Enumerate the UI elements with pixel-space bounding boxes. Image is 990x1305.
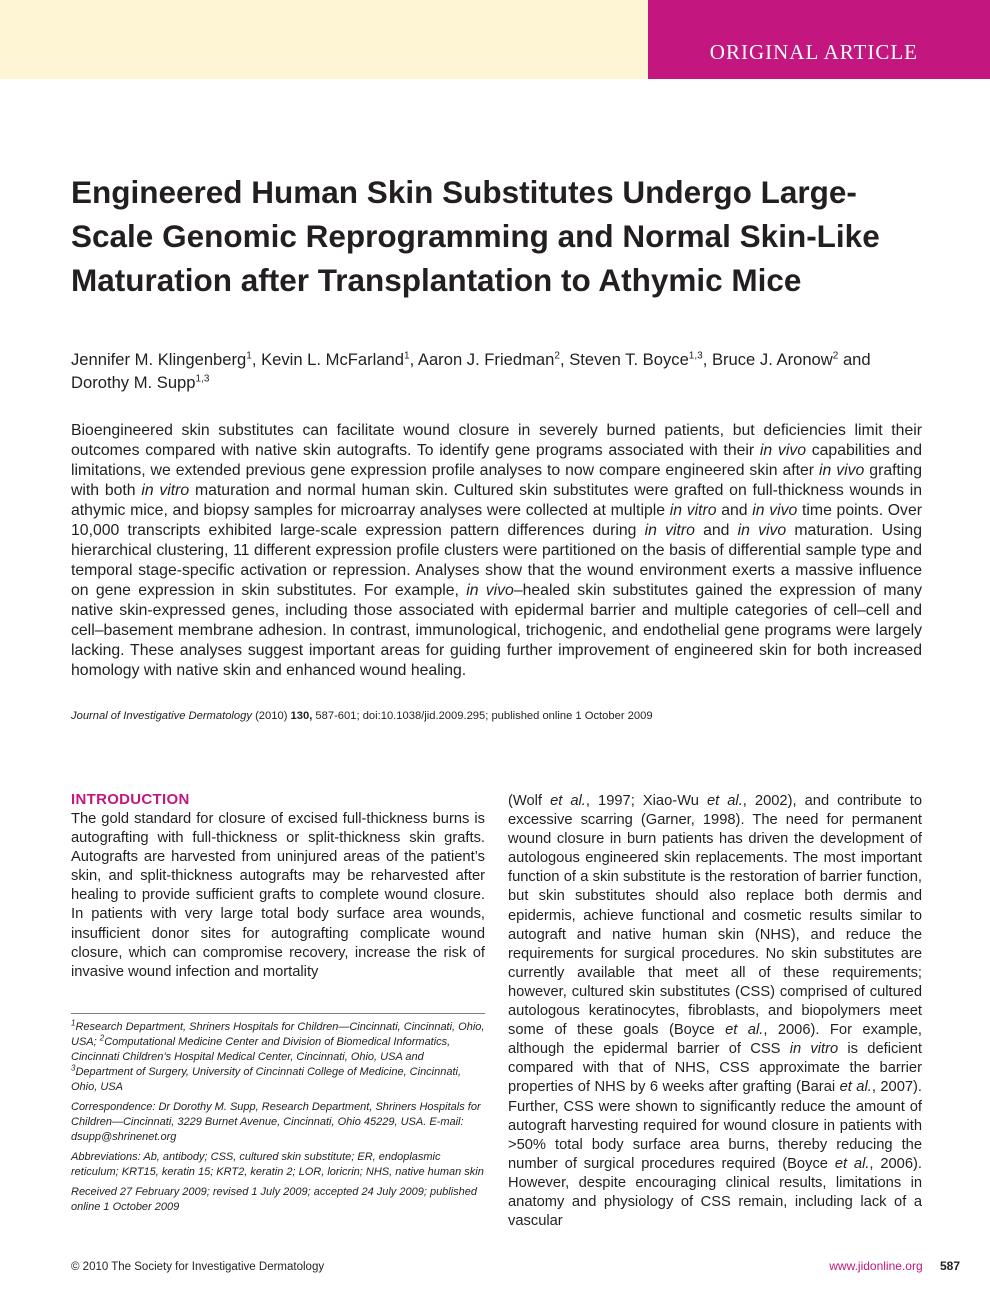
footnotes bbox=[71, 1020, 485, 1220]
article-title: Engineered Human Skin Substitutes Undergo Large-Scale Genomic Reprogramming and Normal Skin-Like Maturation after Transplantation to Athymic Mice bbox=[71, 174, 880, 298]
header-band bbox=[0, 0, 648, 79]
intro-paragraph-right: (Wolf et al., 1997; Xiao-Wu et al., 2002), and contribute to excessive scarring (Garner, 1998). The need for permanent wound closure in burn patients has driven the development of autologous engineered skin replacements. The most important function of a skin substitute is the restoration of barrier function, but skin substitutes should also replace both dermis and epidermis, achieve functional and cosmetic results similar to autograft and native human skin (NHS), and reduce the requirements for surgical procedures. No skin substitutes are currently available that meet all of these requirements; however, cultured skin substitutes (CSS) comprised of cultured autologous keratinocytes, fibroblasts, and biopolymers meet some of these goals (Boyce et al., 2006). For example, although the epidermal barrier of CSS in vitro is deficient compared with that of NHS, CSS approximate the barrier properties of NHS by 6 weeks after grafting (Barai et al., 2007). Further, CSS were shown to significantly reduce the amount of autograft harvesting required for wound closure in patients with >50% total body surface area burns, thereby reducing the number of surgical procedures required (Boyce et al., 2006). However, despite encouraging clinical results, limitations in anatomy and physiology of CSS remain, including lack of a vascular bbox=[508, 793, 923, 1230]
author-name: Bruce J. Aronow bbox=[711, 350, 833, 369]
intro-heading: INTRODUCTION bbox=[71, 791, 190, 808]
author-affiliation: 1 bbox=[246, 350, 252, 362]
article-type-label: ORIGINAL ARTICLE bbox=[648, 0, 990, 79]
footer-right bbox=[829, 1259, 960, 1273]
intro-right-column bbox=[508, 789, 922, 1231]
page-number: 587 bbox=[939, 1259, 960, 1273]
intro-paragraph-left: The gold standard for closure of excised full-thickness burns is autografting with full-thickness or split-thickness skin grafts. Autografts are harvested from uninjured areas of the patient’s skin, and split-thickness autografts may be reharvested after healing to provide sufficient grafts to complete wound closure. In patients with very large total body surface area wounds, insufficient donor sites for autografting complicate wound closure, which can compromise recovery, increase the risk of invasive wound infection and mortality bbox=[71, 811, 485, 980]
abbreviations: Abbreviations: Ab, antibody; CSS, cultured skin substitute; ER, endoplasmic reticulum; KRT15, keratin 15; KRT2, keratin 2; LOR, loricrin; NHS, native human skin bbox=[71, 1151, 484, 1178]
author-name: Steven T. Boyce bbox=[569, 350, 689, 369]
author-name: Kevin L. McFarland bbox=[261, 350, 405, 369]
journal-url-link[interactable]: www.jidonline.org bbox=[829, 1259, 923, 1273]
footnote-divider bbox=[71, 1013, 485, 1014]
affiliations: $^1$Research Department, Shriners Hospitals for Children—Cincinnati, Cincinnati, Ohio, USA; $^2$Computational Medicine Center and Division of Biomedical Informatics, Cincinnati Children’s Hospital Medical Center, Cincinnati, Ohio, USA and $^3$Department of Surgery, University of Cincinnati College of Medicine, Cincinnati, Ohio, USA bbox=[71, 1018, 485, 1093]
author-name: Dorothy M. Supp bbox=[71, 373, 196, 392]
copyright: © 2010 The Society for Investigative Dermatology bbox=[71, 1261, 325, 1273]
author-name: Jennifer M. Klingenberg bbox=[71, 350, 247, 369]
received-dates: Received 27 February 2009; revised 1 July 2009; accepted 24 July 2009; published online 1 October 2009 bbox=[71, 1186, 478, 1213]
journal-citation: Journal of Investigative Dermatology (2010) 130, 587-601; doi:10.1038/jid.2009.295; published online 1 October 2009 bbox=[71, 710, 653, 722]
abstract: Bioengineered skin substitutes can facilitate wound closure in severely burned patients, but deficiencies limit their outcomes compared with native skin autografts. To identify gene programs associated with their in vivo capabilities and limitations, we extended previous gene expression profile analyses to now compare engineered skin after in vivo grafting with both in vitro maturation and normal human skin. Cultured skin substitutes were grafted on full-thickness wounds in athymic mice, and biopsy samples for microarray analyses were collected at multiple in vitro and in vivo time points. Over 10,000 transcripts exhibited large-scale expression pattern differences during in vitro and in vivo maturation. Using hierarchical clustering, 11 different expression profile clusters were partitioned on the basis of differential sample type and temporal stage-specific activation or repression. Analyses show that the wound environment exerts a massive influence on gene expression in skin substitutes. For example, in vivo–healed skin substitutes gained the expression of many native skin-expressed genes, including those associated with epidermal barrier and multiple categories of cell–cell and cell–basement membrane adhesion. In contrast, immunological, trichogenic, and endothelial gene programs were largely lacking. These analyses suggest important areas for guiding further improvement of engineered skin for both increased homology with native skin and enhanced wound healing. bbox=[71, 422, 922, 679]
author-affiliation: 2 bbox=[554, 350, 560, 362]
correspondence: Correspondence: Dr Dorothy M. Supp, Research Department, Shriners Hospitals for Children—Cincinnati, 3229 Burnet Avenue, Cincinnati, Ohio 45229, USA. E-mail: dsupp@shrinenet.org bbox=[71, 1101, 481, 1143]
author-affiliation: 2 bbox=[832, 350, 839, 362]
author-affiliation: 1,3 bbox=[688, 350, 703, 362]
author-list: Jennifer M. Klingenberg$^1$, Kevin L. McFarland$^1$, Aaron J. Friedman$^2$, Steven T. Boyce$^{1,3}$, Bruce J. Aronow$^2$ and Dorothy M. Supp$^{1,3}$ bbox=[71, 350, 871, 392]
intro-left-column bbox=[71, 789, 485, 982]
author-name: Aaron J. Friedman bbox=[417, 350, 555, 369]
author-affiliation: 1,3 bbox=[195, 373, 210, 385]
author-affiliation: 1 bbox=[404, 350, 410, 362]
